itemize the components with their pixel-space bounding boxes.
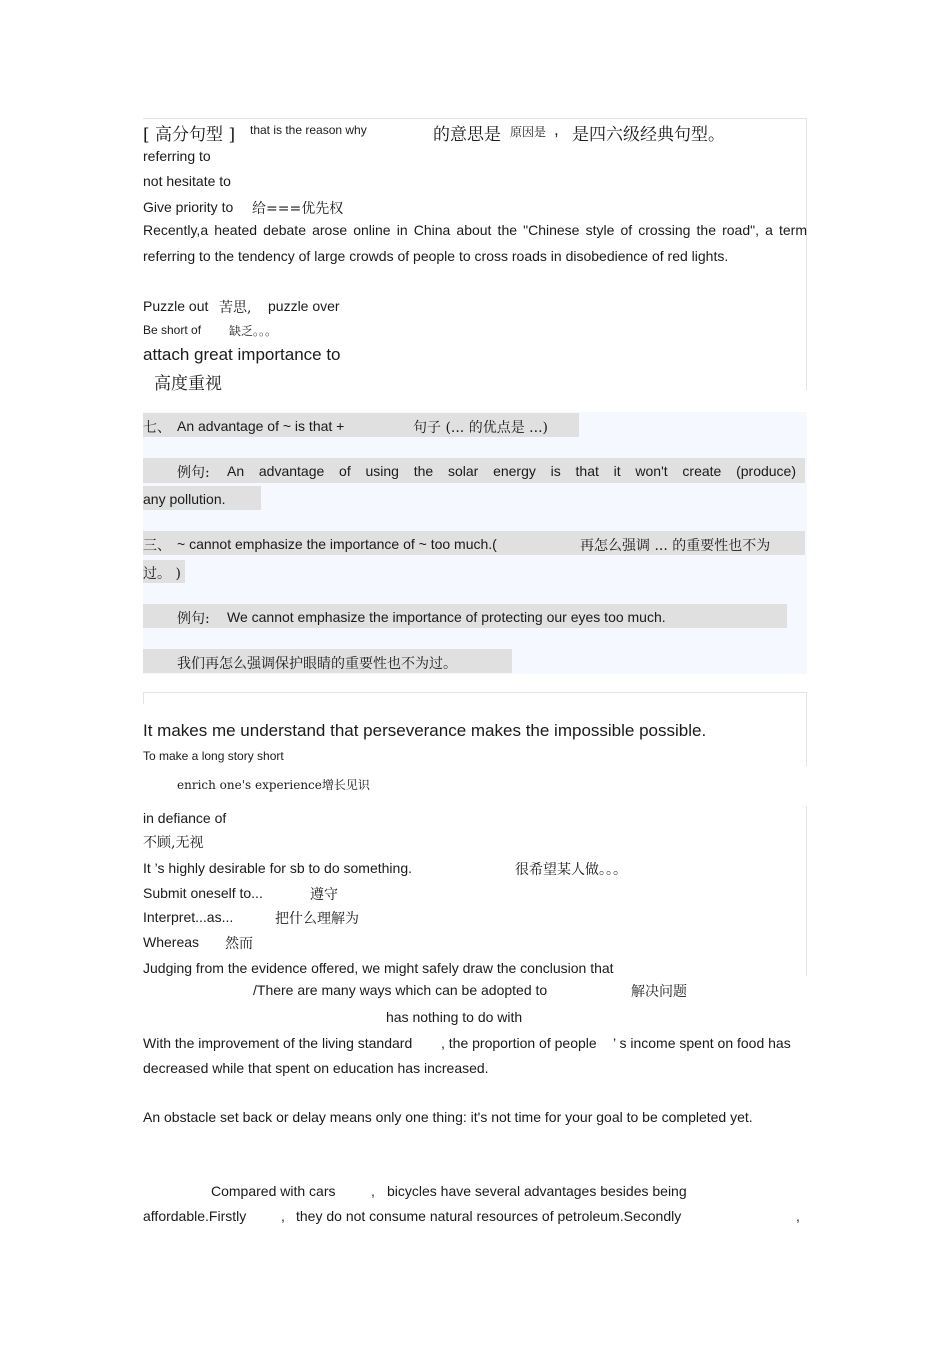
phrase-enrich-experience: enrich one's experience增长见识	[177, 778, 370, 792]
phrase-interpret-as-cn: 把什么理解为	[275, 911, 359, 927]
section-heading-bracket: [ 高分句型 ]	[143, 125, 236, 145]
section3-top-border	[143, 692, 807, 693]
living-standard-line1a: With the improvement of the living standard	[143, 1035, 413, 1051]
phrase-many-ways: /There are many ways which can be adopted to	[253, 982, 548, 998]
meaning-prefix: 的意思是	[433, 125, 501, 145]
affordable-line2a: affordable.Firstly	[143, 1208, 247, 1224]
crossing-road-paragraph: Recently,a heated debate arose online in China about the "Chinese style of crossing the road", a term referring to the tendency of large crowds of people to cross roads in disobedience of red lights.	[143, 222, 807, 264]
living-standard-line2: decreased while that spent on education has increased.	[143, 1060, 489, 1076]
phrase-in-defiance-of: in defiance of	[143, 810, 227, 826]
phrase-give-priority-cn: 给===优先权	[252, 201, 344, 217]
example-label: 例句:	[177, 611, 210, 627]
key-phrase: that is the reason why	[250, 123, 367, 137]
item-number-seven: 七、	[143, 420, 171, 436]
meaning-text: 原因是	[510, 125, 547, 139]
living-standard-line1b: , the proportion of people	[441, 1035, 597, 1051]
section4-right-border	[806, 806, 807, 976]
affordable-line2c: they do not consume natural resources of petroleum.Secondly	[296, 1208, 682, 1224]
phrase-nothing-to-do: has nothing to do with	[386, 1009, 523, 1025]
item-number-three: 三、	[143, 538, 171, 554]
pattern-cannot-emphasize: ~ cannot emphasize the importance of ~ too much.(	[177, 536, 497, 552]
section3-left-border	[143, 692, 144, 704]
pattern-cannot-emphasize-cont: 过。 )	[143, 566, 181, 582]
phrase-submit-oneself-cn: 遵守	[310, 887, 338, 903]
example-protect-eyes-cn: 我们再怎么强调保护眼睛的重要性也不为过。	[177, 656, 457, 672]
example-protect-eyes: We cannot emphasize the importance of protecting our eyes too much.	[227, 609, 666, 625]
phrase-attach-importance-cn: 高度重视	[154, 374, 222, 394]
phrase-long-story-short: To make a long story short	[143, 749, 284, 763]
pattern-advantage-cn: 句子 (... 的优点是 ...)	[413, 420, 548, 436]
phrase-puzzle-over: puzzle over	[268, 298, 340, 314]
meaning-comma: ,	[554, 120, 559, 139]
phrase-puzzle-cn: 苦思,	[219, 300, 252, 316]
example-solar-energy-cont: any pollution.	[143, 491, 226, 507]
classic-remark: 是四六级经典句型。	[572, 125, 725, 145]
phrase-highly-desirable: It ’s highly desirable for sb to do something.	[143, 860, 413, 876]
example-label: 例句:	[177, 465, 210, 481]
living-standard-line1c: ’ s income spent on food has	[613, 1035, 791, 1051]
phrase-in-defiance-of-cn: 不顾,无视	[143, 835, 204, 851]
phrase-whereas-cn: 然而	[225, 936, 253, 952]
phrase-whereas: Whereas	[143, 934, 200, 950]
phrase-give-priority: Give priority to	[143, 199, 234, 215]
phrase-puzzle-out: Puzzle out	[143, 298, 209, 314]
phrase-be-short-of-cn: 缺乏。。。	[229, 324, 278, 338]
pattern-cannot-emphasize-cn: 再怎么强调 ... 的重要性也不为	[580, 538, 771, 554]
phrase-many-ways-cn: 解决问题	[631, 984, 687, 1000]
compared-line1a: Compared with cars	[211, 1183, 336, 1199]
perseverance-sentence: It makes me understand that perseverance makes the impossible possible.	[143, 721, 707, 740]
phrase-attach-importance: attach great importance to	[143, 345, 341, 364]
section3-right-border	[806, 692, 807, 766]
phrase-highly-desirable-cn: 很希望某人做。。。	[515, 862, 627, 878]
obstacle-paragraph: An obstacle set back or delay means only one thing: it's not time for your goal to be completed yet.	[143, 1109, 753, 1125]
phrase-interpret-as: Interpret...as...	[143, 909, 234, 925]
compared-line1c: bicycles have several advantages besides being	[387, 1183, 687, 1199]
phrase-not-hesitate: not hesitate to	[143, 173, 231, 189]
affordable-line2d: ,	[796, 1208, 800, 1224]
section1-top-border	[143, 118, 807, 119]
phrase-be-short-of: Be short of	[143, 323, 202, 337]
phrase-submit-oneself: Submit oneself to...	[143, 885, 263, 901]
phrase-judging-evidence: Judging from the evidence offered, we might safely draw the conclusion that	[143, 960, 614, 976]
pattern-advantage: An advantage of ~ is that +	[177, 418, 345, 434]
example-solar-energy: An advantage of using the solar energy is that it won't create (produce)	[227, 463, 796, 479]
compared-line1b: ,	[371, 1183, 375, 1199]
phrase-referring-to: referring to	[143, 148, 211, 164]
affordable-line2b: ,	[281, 1208, 285, 1224]
